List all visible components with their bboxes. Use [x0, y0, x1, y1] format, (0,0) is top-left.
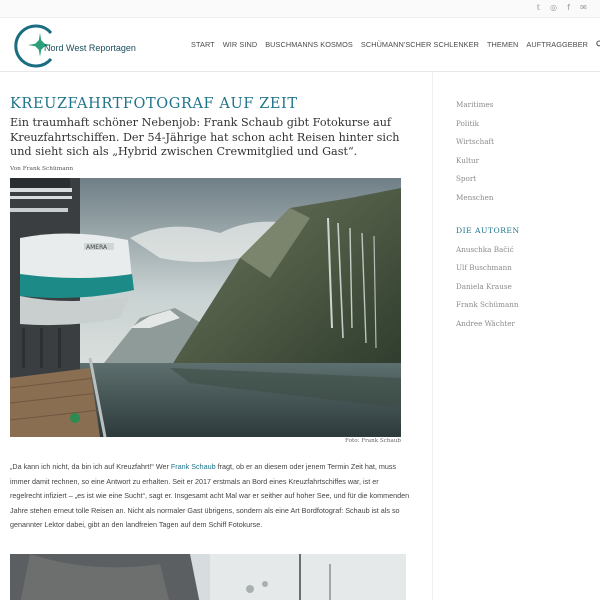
article-lede: Ein traumhaft schöner Nebenjob: Frank Schaub gibt Fotokurse auf Kreuzfahrtschiffen. Der 54-Jährige hat schon acht Reisen hinter sich und sieht sich als „Hybrid zwischen Crewmitglied und Gast“.: [10, 116, 400, 158]
article-author: Von Frank Schümann: [10, 165, 74, 172]
author-item-bacic[interactable]: Anuschka Bačić: [456, 244, 514, 254]
sidebar-item-politik[interactable]: Politik: [456, 118, 480, 128]
nav-start[interactable]: START: [191, 40, 215, 49]
second-photo: [10, 554, 406, 600]
nav-wir-sind[interactable]: WIR SIND: [222, 40, 258, 49]
facebook-icon[interactable]: f: [567, 3, 570, 12]
main-nav: [191, 40, 600, 49]
sidebar-divider: [432, 72, 433, 600]
sidebar-item-maritimes[interactable]: Maritimes: [456, 100, 494, 109]
fjord-ship-image: [10, 178, 401, 437]
article: [10, 96, 410, 530]
twitter-icon[interactable]: 𝕥: [536, 3, 541, 12]
nav-buschmanns-kosmos[interactable]: BUSCHMANNS KOSMOS: [265, 40, 353, 49]
body-text-rest: fragt, ob er an diesem oder jenem Termin Zeit hat, muss immer damit rechnen, so eine Antwort zu erhalten. Seit er 2017 erstmals an Bord eines Kreuzfahrtschiffes war, ist er regelrecht infiziert – „es ist wie eine Sucht“, sagt er. Insgesamt acht Mal war er seither auf hoher See, und für die kommenden Jahre stehen erneut tolle Reisen an. Nicht als normaler Gast übrigens, sondern als eine Art Bordfotograf: Schaub ist als so genannter Lektor dabei, gibt an den landfreien Tagen auf dem Schiff Fotokurse.: [10, 462, 410, 530]
social-links: [534, 3, 588, 13]
top-bar: [0, 0, 600, 18]
author-item-waechter[interactable]: Andree Wächter: [456, 318, 515, 328]
article-title: KREUZFAHRTFOTOGRAF AUF ZEIT: [10, 96, 298, 112]
logo-text: Nord West Reportagen: [44, 43, 136, 53]
site-logo[interactable]: [10, 23, 140, 69]
sidebar: [456, 100, 596, 337]
author-link[interactable]: Frank Schaub: [170, 462, 216, 471]
mail-icon[interactable]: ✉: [580, 3, 587, 12]
author-item-buschmann[interactable]: Ulf Buschmann: [456, 263, 512, 272]
sidebar-item-menschen[interactable]: Menschen: [456, 192, 494, 202]
authors-heading: DIE AUTOREN: [456, 226, 520, 235]
sidebar-item-wirtschaft[interactable]: Wirtschaft: [456, 137, 495, 146]
nav-themen[interactable]: THEMEN: [487, 40, 519, 49]
nav-schuemannscher-schlenker[interactable]: SCHÜMANN'SCHER SCHLENKER: [360, 40, 479, 49]
article-body: [10, 460, 410, 533]
photo-caption: Foto: Frank Schaub: [345, 438, 401, 444]
body-text-start: „Da kann ich nicht, da bin ich auf Kreuzfahrt!“ Wer: [10, 462, 171, 471]
instagram-icon[interactable]: ◎: [550, 3, 557, 12]
site-header: [0, 18, 600, 72]
author-item-krause[interactable]: Daniela Krause: [456, 281, 512, 291]
sidebar-item-kultur[interactable]: Kultur: [456, 155, 480, 165]
fjord-photo: [10, 178, 401, 437]
boat-label: AMERA: [86, 244, 108, 251]
search-icon[interactable]: [596, 40, 600, 49]
author-item-schuemann[interactable]: Frank Schümann: [456, 300, 519, 309]
harbour-image: [10, 554, 406, 600]
sidebar-item-sport[interactable]: Sport: [456, 174, 477, 183]
nav-auftraggeber[interactable]: AUFTRAGGEBER: [526, 40, 589, 49]
